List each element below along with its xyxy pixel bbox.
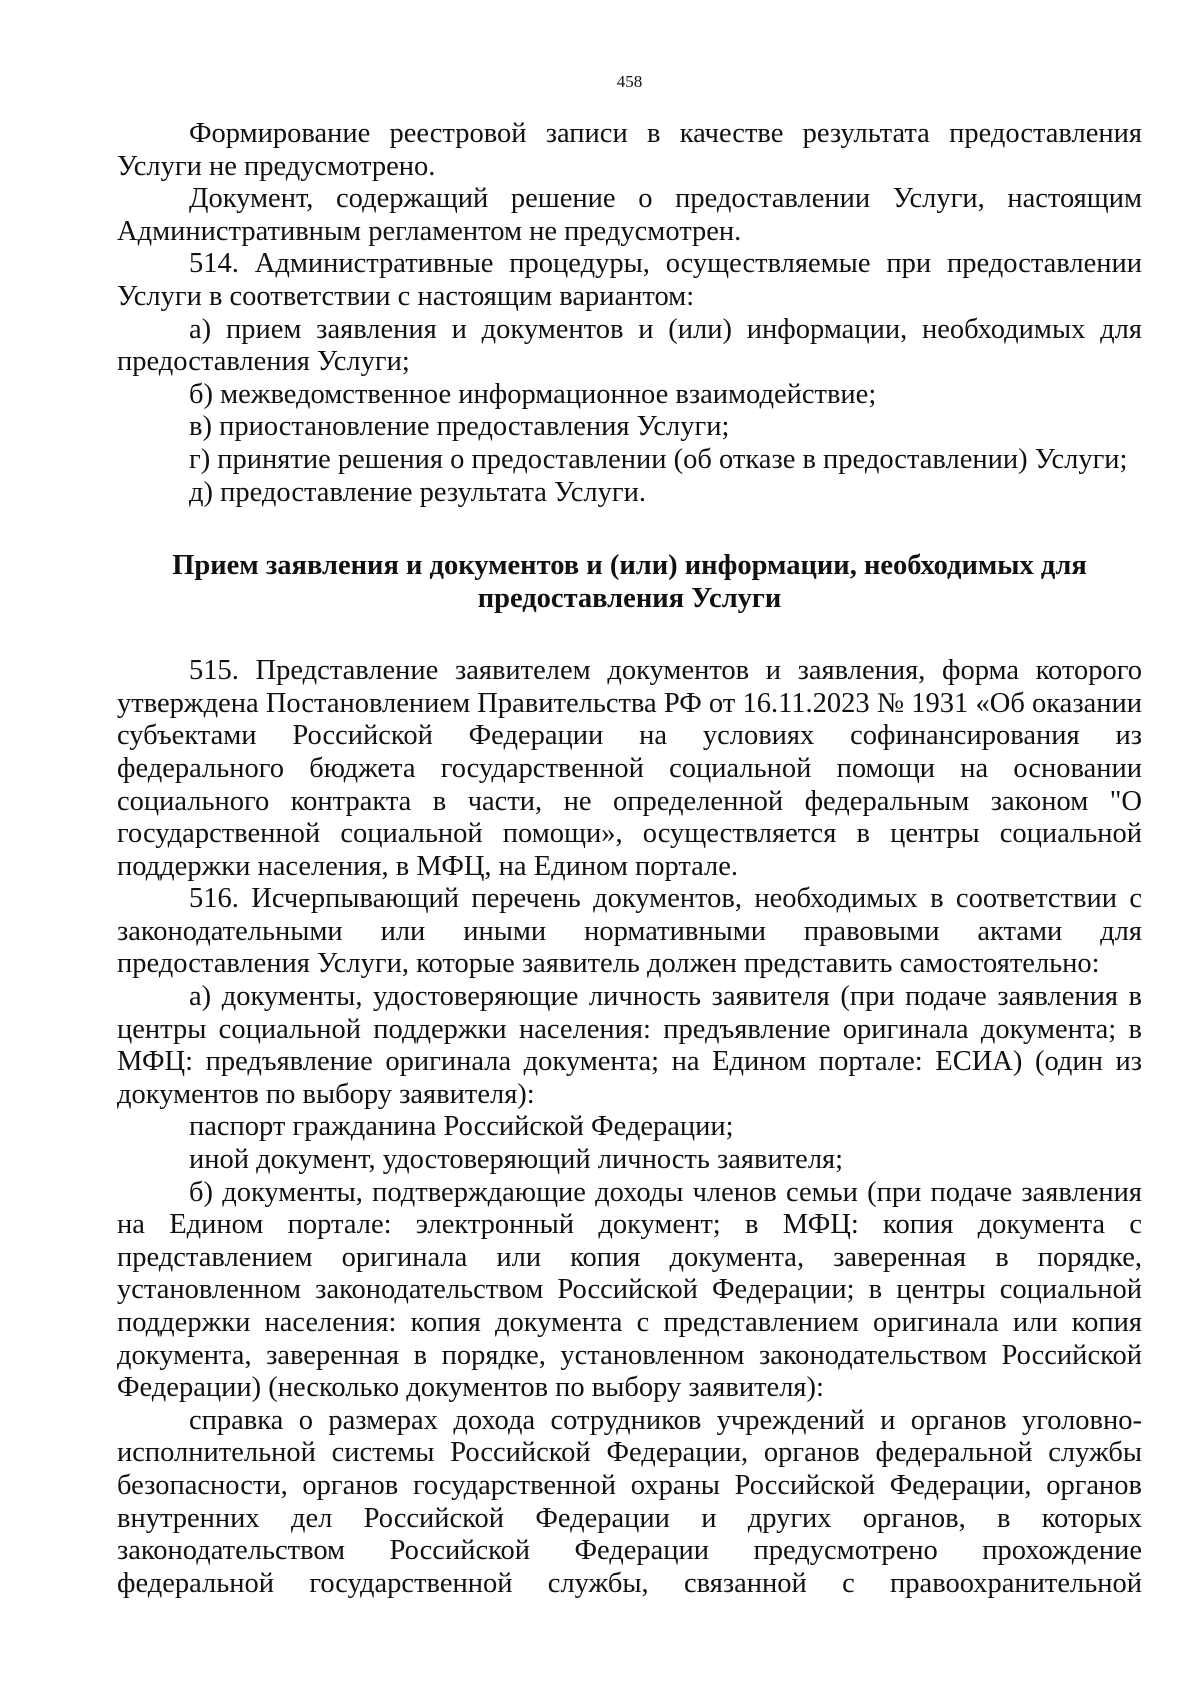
list-item-g: г) принятие решения о предоставлении (об отказе в предоставлении) Услуги;	[189, 443, 1128, 475]
page-number: 458	[616, 72, 643, 91]
paragraph-registry-record: Формирование реестровой записи в качестве результата предоставления Услуги не предусмотрено.	[117, 118, 1142, 182]
section-heading	[117, 549, 1142, 615]
section-heading-line-2: предоставления Услуги	[477, 583, 782, 615]
list-item-d: д) предоставление результата Услуги.	[189, 476, 646, 508]
list-item-a: а) прием заявления и документов и (или) информации, необходимых для предоставления Услуги;	[117, 313, 1142, 378]
paragraph-516: 516. Исчерпывающий перечень документов, необходимых в соответствии с законодательными или иными нормативными правовыми актами для предоставления Услуги, которые заявитель должен представить самостоятельно:	[117, 883, 1142, 980]
paragraph-514: 514. Административные процедуры, осуществляемые при предоставлении Услуги в соответствии с настоящим вариантом:	[117, 248, 1142, 312]
paragraph-income-certificate: справка о размерах дохода сотрудников учреждений и органов уголовно-исполнительной системы Российской Федерации, органов федеральной службы безопасности, органов государственной охраны Российской Федерации, органов внутренних дел Российской Федерации и других органов, в которых законодательством Российской Федерации предусмотрено прохождение федеральной государственной службы, связанной с правоохранительной	[117, 1404, 1142, 1599]
list-item-b: б) межведомственное информационное взаимодействие;	[189, 378, 877, 410]
section-heading-line-1: Прием заявления и документов и (или) информации, необходимых для	[172, 550, 1087, 582]
paragraph-515: 515. Представление заявителем документов и заявления, форма которого утверждена Постановлением Правительства РФ от 16.11.2023 № 1931 «Об оказании субъектами Российской Федерации на условиях софинансирования из федерального бюджета государственной социальной помощи на основании социального контракта в части, не определенной федеральным законом "О государственной социальной помощи», осуществляется в центры социальной поддержки населения, в МФЦ, на Едином портале.	[117, 655, 1142, 882]
list-item-v: в) приостановление предоставления Услуги;	[189, 411, 730, 443]
paragraph-516-b: б) документы, подтверждающие доходы членов семьи (при подаче заявления на Едином портале: электронный документ; в МФЦ: копия документа с представлением оригинала или копия документа, заверенная в порядке, установленном законодательством Российской Федерации; в центры социальной поддержки населения: копия документа с представлением оригинала или копия документа, заверенная в порядке, установленном законодательством Российской Федерации) (несколько документов по выбору заявителя):	[117, 1176, 1142, 1404]
paragraph-516-a: а) документы, удостоверяющие личность заявителя (при подаче заявления в центры социальной поддержки населения: предъявление оригинала документа; в МФЦ: предъявление оригинала документа; на Едином портале: ЕСИА) (один из документов по выбору заявителя):	[117, 981, 1142, 1110]
paragraph-decision-document: Документ, содержащий решение о предоставлении Услуги, настоящим Административным регламентом не предусмотрен.	[117, 183, 1142, 247]
paragraph-other-id: иной документ, удостоверяющий личность заявителя;	[189, 1144, 844, 1176]
paragraph-passport: паспорт гражданина Российской Федерации;	[189, 1111, 734, 1143]
